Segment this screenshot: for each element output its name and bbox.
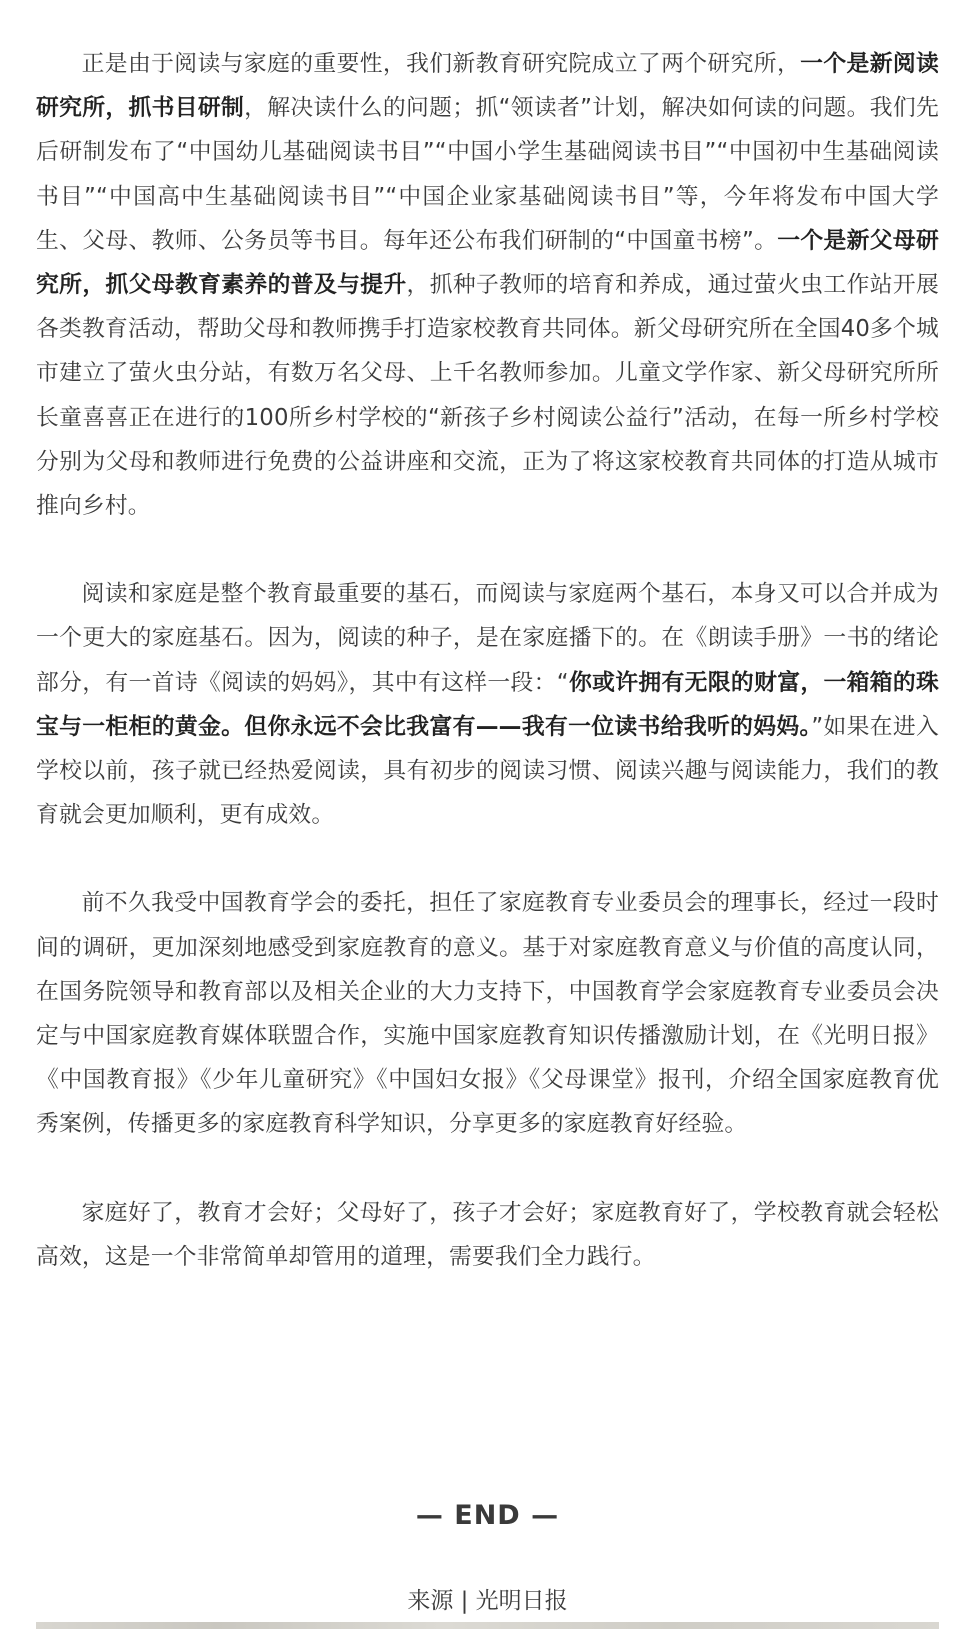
paragraph-gap [36,837,939,881]
text-segment: ”如果在进入学校以前，孩子就已经热爱阅读，具有初步的阅读习惯、阅读兴趣与阅读能力，我们的教育就会更加顺利，更有成效。 [36,713,939,829]
text-segment: ，解决读什么的问题；抓“领读者”计划，解决如何读的问题。我们先后研制发布了“中国幼儿基础阅读书目”“中国小学生基础阅读书目”“中国初中生基础阅读书目”“中国高中生基础阅读书目”“中国企业家基础阅读书目”等，今年将发布中国大学生、父母、教师、公务员等书目。每年还公布我们研制的“中国童书榜”。 [36,95,939,254]
text-segment: 前不久我受中国教育学会的委托，担任了家庭教育专业委员会的理事长，经过一段时间的调研，更加深刻地感受到家庭教育的意义。基于对家庭教育意义与价值的高度认同，在国务院领导和教育部以及相关企业的大力支持下，中国教育学会家庭教育专业委员会决定与中国家庭教育媒体联盟合作，实施中国家庭教育知识传播激励计划，在《光明日报》《中国教育报》《少年儿童研究》《中国妇女报》《父母课堂》报刊，介绍全国家庭教育优秀案例，传播更多的家庭教育科学知识，分享更多的家庭教育好经验。 [36,890,939,1138]
text-segment: ，抓种子教师的培育和养成，通过萤火虫工作站开展各类教育活动，帮助父母和教师携手打造家校教育共同体。新父母研究所在全国40多个城市建立了萤火虫分站，有数万名父母、上千名教师参加。儿童文学作家、新父母研究所所长童喜喜正在进行的100所乡村学校的“新孩子乡村阅读公益行”活动，在每一所乡村学校分别为父母和教师进行免费的公益讲座和交流，正为了将这家校教育共同体的打造从城市推向乡村。 [36,272,939,520]
bold-segment: 一个是新阅读研究所，抓书目研制 [36,51,939,122]
paragraph-gap [36,1147,939,1191]
paragraph-reading-family [36,572,939,837]
paragraph-family-education-committee [36,881,939,1146]
text-segment: 正是由于阅读与家庭的重要性，我们新教育研究院成立了两个研究所， [81,51,801,77]
paragraph-research-institutes [36,42,939,528]
bold-segment: 一个是新父母研究所，抓父母教育素养的普及与提升 [36,227,939,299]
text-segment: 阅读和家庭是整个教育最重要的基石，而阅读与家庭两个基石，本身又可以合并成为一个更大的家庭基石。因为，阅读的种子，是在家庭播下的。在《朗读手册》一书的绪论部分，有一首诗《阅读的妈妈》，其中有这样一段：“ [36,581,939,696]
article-body [36,42,939,1279]
end-marker: — END — [415,1500,560,1531]
source-credit: 来源 | 光明日报 [407,1588,568,1614]
paragraph-conclusion [36,1191,939,1279]
text-segment: 家庭好了，教育才会好；父母好了，孩子才会好；家庭教育好了，学校教育就会轻松高效，这是一个非常简单却管用的道理，需要我们全力践行。 [36,1199,939,1270]
bold-segment: 你或许拥有无限的财富，一箱箱的珠宝与一柜柜的黄金。但你永远不会比我富有——我有一位读书给我听的妈妈。 [36,669,939,740]
image-top-edge [36,1622,939,1629]
paragraph-gap [36,528,939,572]
